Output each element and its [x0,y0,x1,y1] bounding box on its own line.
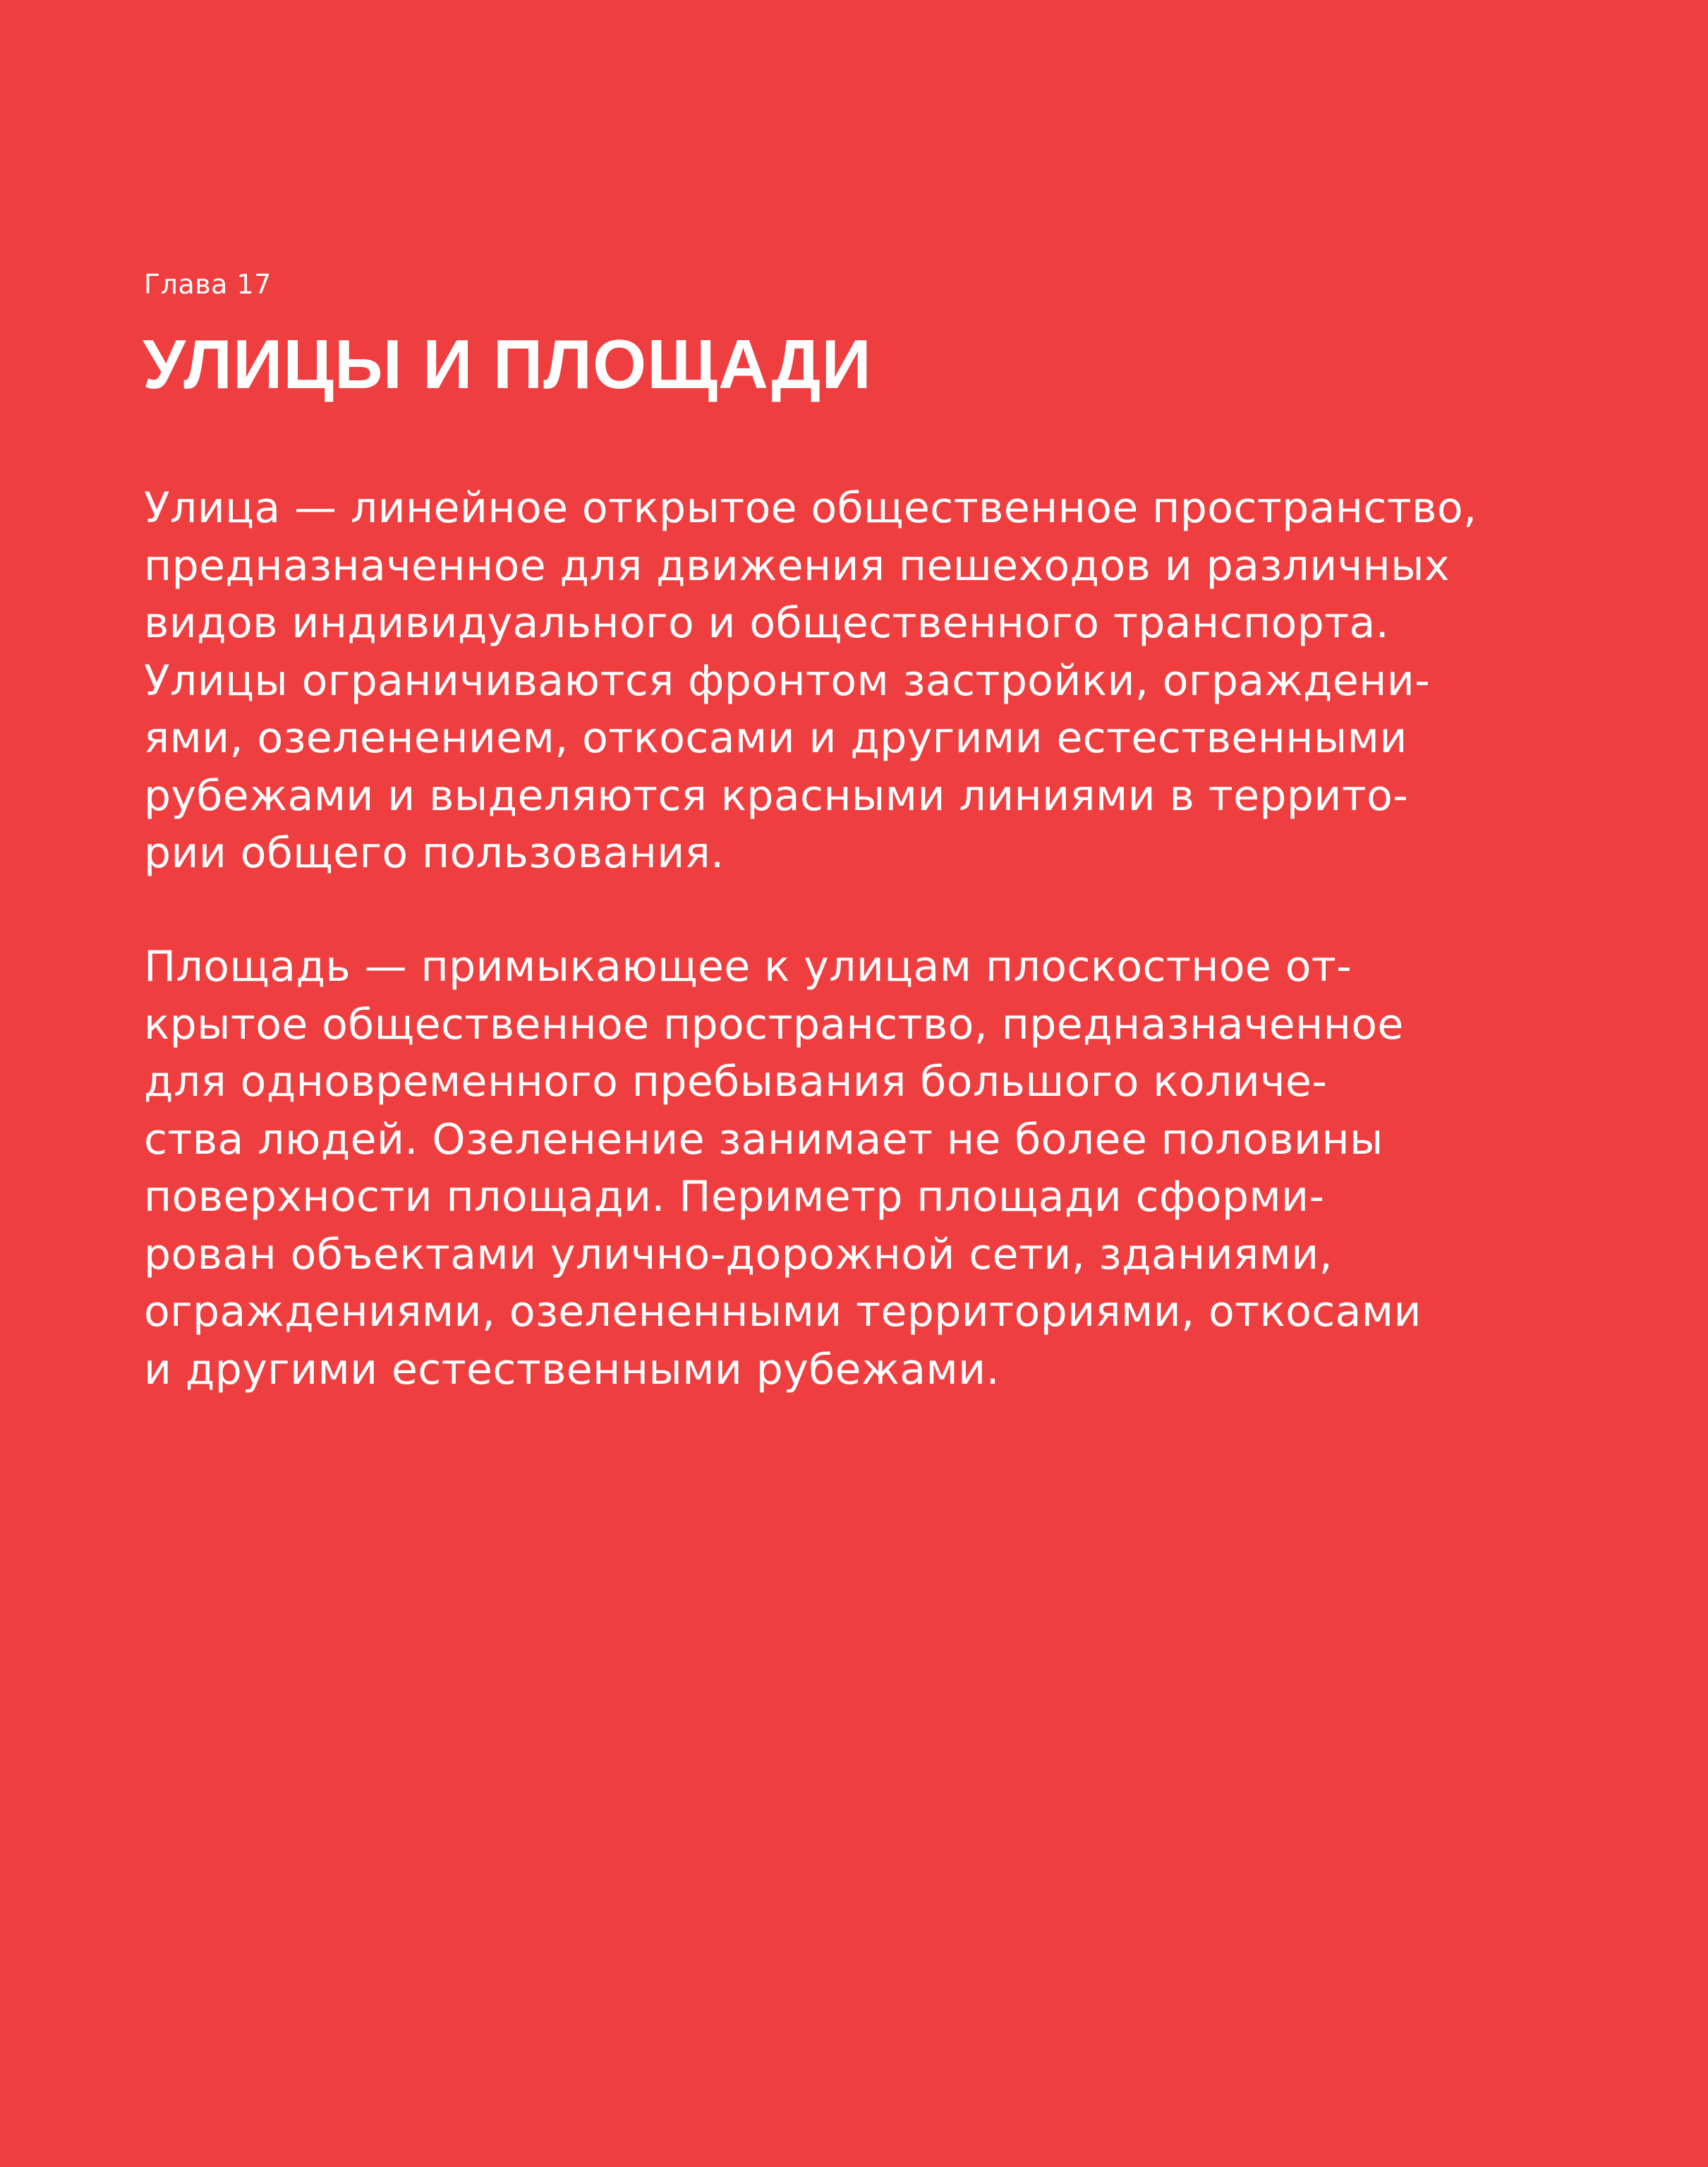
paragraph-square-definition [144,938,1422,1399]
paragraph-line: поверхности площади. Периметр площади сформи- [144,1172,1325,1221]
paragraph-line: Улицы ограничиваются фронтом застройки, ограждени- [144,656,1431,706]
paragraph-line: и другими естественными рубежами. [144,1344,1000,1394]
paragraph-line: рии общего пользования. [144,828,725,878]
paragraph-line: ями, озеленением, откосами и другими естественными [144,713,1407,763]
paragraph-line: для одновременного пребывания большого количе- [144,1057,1328,1106]
chapter-label: Глава 17 [144,269,272,300]
paragraph-line: крытое общественное пространство, предназначенное [144,999,1404,1049]
chapter-title: УЛИЦЫ И ПЛОЩАДИ [143,325,872,403]
paragraph-line: рован объектами улично-дорожной сети, зданиями, [144,1229,1333,1279]
paragraph-line: ограждениями, озелененными территориями, откосами [144,1287,1422,1336]
paragraph-line: Улица — линейное открытое общественное пространство, [144,483,1477,533]
paragraph-line: ства людей. Озеленение занимает не более половины [144,1114,1383,1164]
paragraph-street-definition [144,480,1477,883]
paragraph-line: Площадь — примыкающее к улицам плоскостное от- [144,942,1352,991]
paragraph-line: видов индивидуального и общественного транспорта. [144,598,1390,648]
paragraph-line: рубежами и выделяются красными линиями в террито- [144,771,1409,821]
paragraph-line: предназначенное для движения пешеходов и различных [144,541,1450,591]
